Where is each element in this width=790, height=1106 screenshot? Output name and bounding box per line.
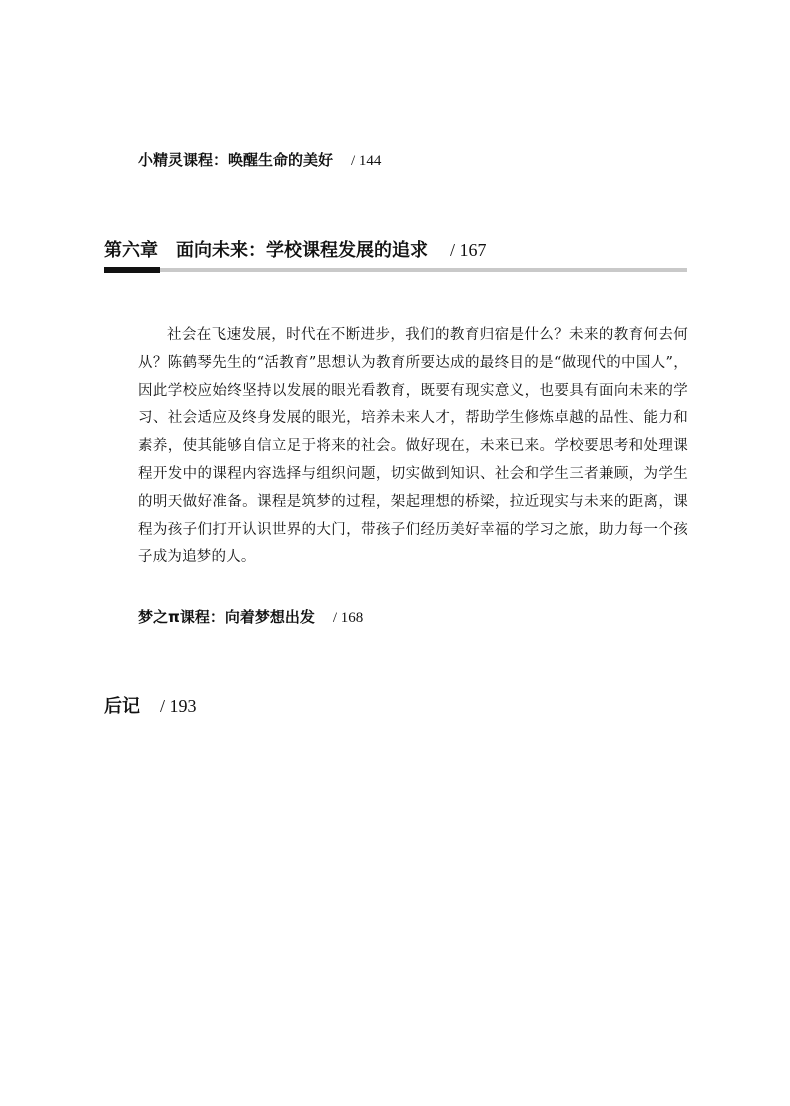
chapter-page: / 167 <box>450 240 487 260</box>
toc-entry-title: 梦之π课程：向着梦想出发 <box>138 608 315 626</box>
chapter-title <box>104 236 487 262</box>
afterword-title: 后记 <box>104 696 140 717</box>
toc-entry-page: / 168 <box>332 610 364 626</box>
chapter-name: 面向未来：学校课程发展的追求 <box>176 240 428 261</box>
chapter-intro-paragraph: 社会在飞速发展，时代在不断进步，我们的教育归宿是什么？未来的教育何去何从？陈鹤琴先生的“活教育”思想认为教育所要达成的最终目的是“做现代的中国人”，因此学校应始终坚持以发展的眼光看教育，既要有现实意义，也要具有面向未来的学习、社会适应及终身发展的眼光，培养未来人才，帮助学生修炼卓越的品性、能力和素养，使其能够自信立足于将来的社会。做好现在，未来已来。学校要思考和处理课程开发中的课程内容选择与组织问题，切实做到知识、社会和学生三者兼顾，为学生的明天做好准备。课程是筑梦的过程，架起理想的桥梁，拉近现实与未来的距离，课程为孩子们打开认识世界的大门，带孩子们经历美好幸福的学习之旅，助力每一个孩子成为追梦的人。 <box>138 327 688 566</box>
toc-entry-afterword[interactable] <box>104 692 197 718</box>
toc-entry-mengzhipi[interactable] <box>138 606 363 627</box>
chapter-6-heading[interactable] <box>104 232 687 274</box>
chapter-label: 第六章 <box>104 240 158 261</box>
toc-entry-page: / 144 <box>351 153 382 169</box>
afterword-page: / 193 <box>160 696 197 716</box>
chapter-rule-accent <box>104 267 160 273</box>
toc-entry-title: 小精灵课程：唤醒生命的美好 <box>138 151 334 169</box>
chapter-rule <box>104 268 687 272</box>
toc-entry-xiaojingling[interactable] <box>138 149 381 170</box>
